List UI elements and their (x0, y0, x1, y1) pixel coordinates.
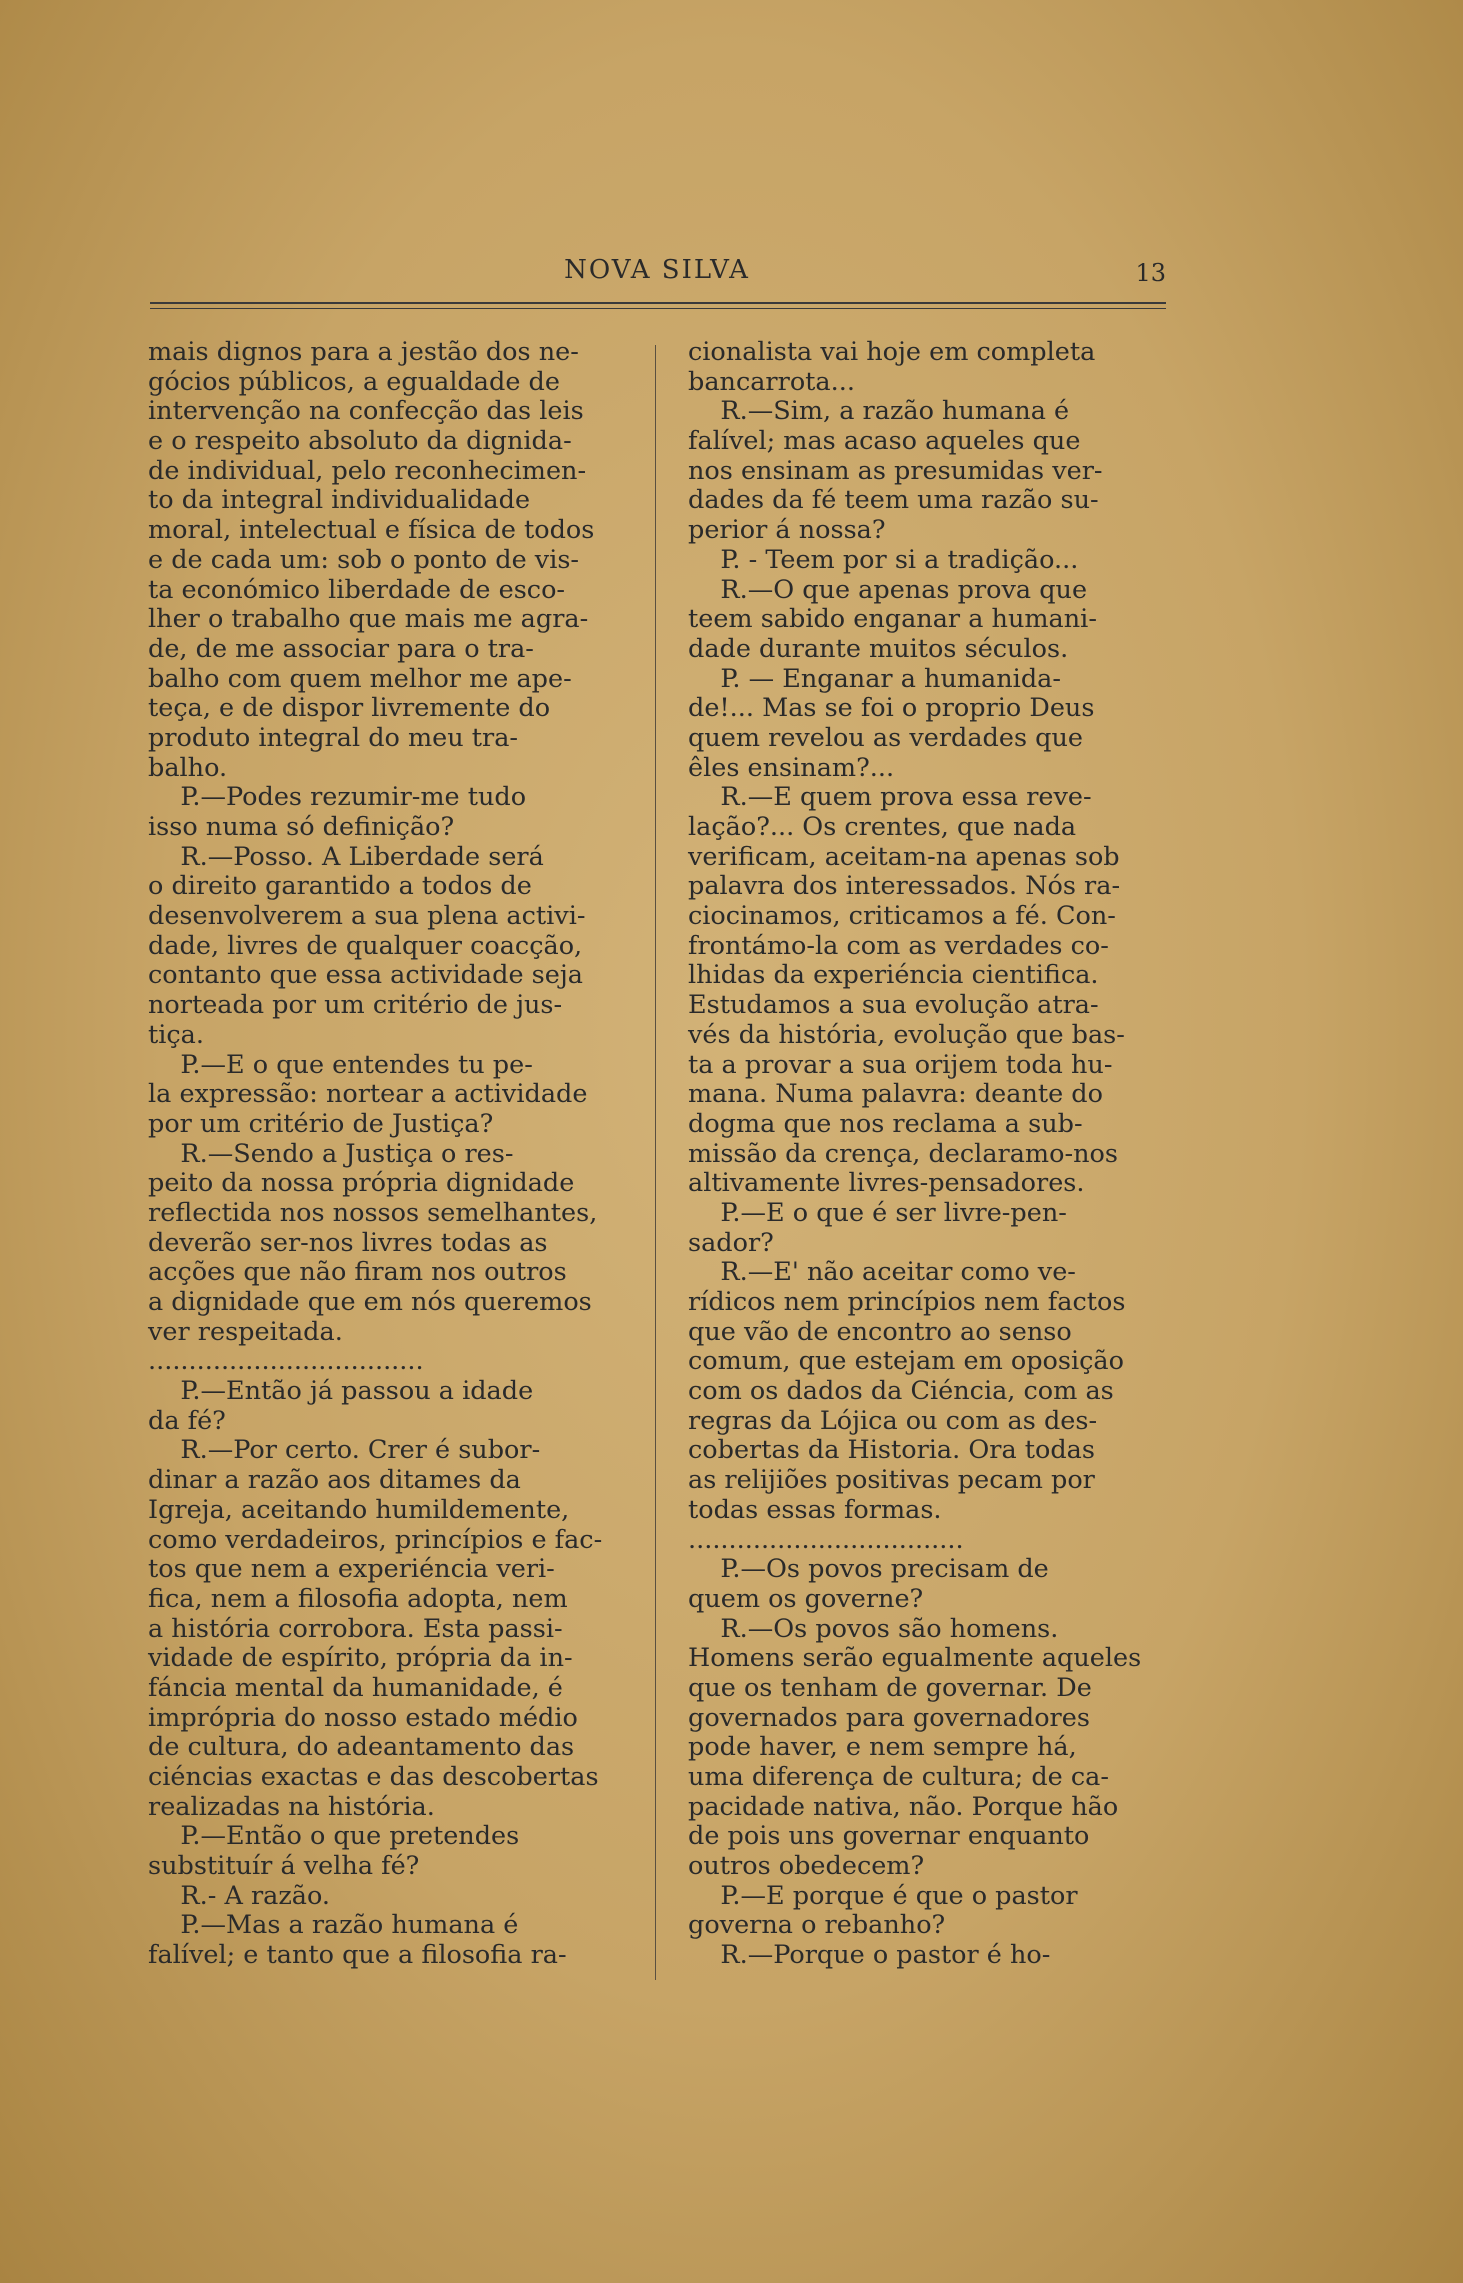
text-line: balho com quem melhor me ape- (148, 663, 572, 694)
text-line: moral, intelectual e física de todos (148, 515, 595, 546)
text-line: R.—Posso. A Liberdade será (148, 841, 544, 872)
text-line: intervenção na confecção das leis (148, 396, 584, 427)
text-line: lher o trabalho que mais me agra- (148, 604, 589, 635)
text-line: P.—Mas a razão humana é (148, 1910, 519, 1941)
text-line: acções que não firam nos outros (148, 1257, 567, 1288)
text-line: R.—Por certo. Crer é subor- (148, 1435, 541, 1466)
text-line: R.—Sim, a razão humana é (688, 396, 1070, 427)
text-line: P.—Então já passou a idade (148, 1376, 534, 1407)
text-line: como verdadeiros, princípios e fac- (148, 1524, 603, 1555)
text-line: ta económico liberdade de esco- (148, 574, 566, 605)
text-line: .................................. (148, 1346, 424, 1377)
text-line: pacidade nativa, não. Porque hão (688, 1791, 1119, 1822)
text-line: falível; mas acaso aqueles que (688, 426, 1081, 457)
text-line: R.—Porque o pastor é ho- (688, 1940, 1051, 1971)
text-line: balho. (148, 752, 228, 783)
page-header (148, 255, 1166, 295)
text-line: dogma que nos reclama a sub- (688, 1108, 1083, 1139)
text-line: missão da crença, declaramo-nos (688, 1138, 1118, 1169)
text-line: por um critério de Justiça? (148, 1108, 494, 1139)
text-line: de!... Mas se foi o proprio Deus (688, 693, 1095, 724)
text-line: nos ensinam as presumidas ver- (688, 455, 1103, 486)
text-line: comum, que estejam em oposição (688, 1346, 1124, 1377)
text-line: dade durante muitos séculos. (688, 633, 1069, 664)
text-line: R.—O que apenas prova que (688, 574, 1088, 605)
text-line: cionalista vai hoje em completa (688, 337, 1096, 367)
text-line: teça, e de dispor livremente do (148, 693, 551, 724)
text-line: com os dados da Ciéncia, com as (688, 1376, 1114, 1407)
text-line: a dignidade que em nós queremos (148, 1287, 592, 1317)
text-line: teem sabido enganar a humani- (688, 604, 1097, 635)
text-line: mana. Numa palavra: deante do (688, 1079, 1103, 1110)
text-line: R.—Sendo a Justiça o res- (148, 1138, 514, 1169)
text-line: R.—Os povos são homens. (688, 1613, 1059, 1644)
text-line: cobertas da Historia. Ora todas (688, 1435, 1095, 1466)
page-number: 13 (1135, 259, 1166, 287)
text-line: realizadas na história. (148, 1791, 435, 1822)
text-line: Igreja, aceitando humildemente, (148, 1494, 570, 1525)
text-line: lhidas da experiéncia cientifica. (688, 960, 1099, 991)
text-line: e o respeito absoluto da dignida- (148, 426, 572, 457)
text-line: P. — Enganar a humanida- (688, 663, 1061, 694)
text-line: R.- A razão. (148, 1880, 331, 1911)
text-line: la expressão: nortear a actividade (148, 1079, 588, 1110)
text-line: isso numa só definição? (148, 812, 455, 842)
text-line: Homens serão egualmente aqueles (688, 1643, 1142, 1674)
text-line: lação?... Os crentes, que nada (688, 812, 1077, 842)
text-line: imprópria do nosso estado médio (148, 1702, 578, 1733)
text-line: que vão de encontro ao senso (688, 1316, 1072, 1347)
text-line: bancarrota... (688, 366, 855, 397)
text-line: dinar a razão aos ditames da (148, 1465, 521, 1496)
text-line: perior á nossa? (688, 515, 886, 546)
text-line: uma diferença de cultura; de ca- (688, 1762, 1109, 1792)
text-line: verificam, aceitam-na apenas sob (688, 841, 1120, 872)
text-line: ver respeitada. (148, 1316, 343, 1347)
text-line: ciéncias exactas e das descobertas (148, 1762, 599, 1792)
text-line: P.—Então o que pretendes (148, 1821, 520, 1852)
text-line: pode haver, e nem sempre há, (688, 1732, 1077, 1763)
left-column (148, 338, 624, 1971)
text-line: as relijiões positivas pecam por (688, 1465, 1095, 1496)
text-line: mais dignos para a jestão dos ne- (148, 337, 579, 367)
text-line: regras da Lójica ou com as des- (688, 1405, 1098, 1436)
text-line: produto integral do meu tra- (148, 722, 519, 753)
text-line: governados para governadores (688, 1702, 1090, 1733)
text-line: vés da história, evolução que bas- (688, 1019, 1125, 1050)
text-line: de cultura, do adeantamento das (148, 1732, 575, 1763)
text-line: substituír á velha fé? (148, 1851, 420, 1882)
text-line: vidade de espírito, própria da in- (148, 1643, 573, 1674)
text-line: tiça. (148, 1019, 204, 1050)
text-line: outros obedecem? (688, 1851, 925, 1882)
text-line: altivamente livres-pensadores. (688, 1168, 1085, 1199)
text-line: fica, nem a filosofia adopta, nem (148, 1583, 568, 1614)
text-line: dades da fé teem uma razão su- (688, 485, 1099, 516)
text-line: quem revelou as verdades que (688, 722, 1083, 753)
header-rule (150, 302, 1166, 309)
text-line: êles ensinam?... (688, 752, 895, 783)
text-line: todas essas formas. (688, 1494, 942, 1525)
text-line: dade, livres de qualquer coacção, (148, 930, 583, 961)
text-line: a história corrobora. Esta passi- (148, 1613, 563, 1644)
text-line: sador? (688, 1227, 774, 1258)
text-line: de pois uns governar enquanto (688, 1821, 1090, 1852)
text-line: R.—E' não aceitar como ve- (688, 1257, 1076, 1288)
text-line: falível; e tanto que a filosofia ra- (148, 1940, 567, 1971)
text-line: governa o rebanho? (688, 1910, 946, 1941)
running-title: NOVA SILVA (564, 255, 750, 285)
text-line: o direito garantido a todos de (148, 871, 532, 902)
text-line: ciocinamos, criticamos a fé. Con- (688, 901, 1116, 932)
text-line: de, de me associar para o tra- (148, 633, 534, 664)
text-line: rídicos nem princípios nem factos (688, 1287, 1126, 1317)
text-line: de individual, pelo reconhecimen- (148, 455, 587, 486)
text-line: que os tenham de governar. De (688, 1672, 1092, 1703)
text-line: R.—E quem prova essa reve- (688, 782, 1092, 813)
text-line: e de cada um: sob o ponto de vis- (148, 544, 580, 575)
text-line: palavra dos interessados. Nós ra- (688, 871, 1121, 902)
text-line: P.—Os povos precisam de (688, 1554, 1049, 1585)
text-line: peito da nossa própria dignidade (148, 1168, 575, 1199)
text-line: desenvolverem a sua plena activi- (148, 901, 586, 932)
text-line: deverão ser-nos livres todas as (148, 1227, 548, 1258)
column-divider (655, 345, 656, 1980)
text-line: contanto que essa actividade seja (148, 960, 583, 991)
text-line: Estudamos a sua evolução atra- (688, 990, 1099, 1021)
text-line: norteada por um critério de jus- (148, 990, 563, 1021)
text-line: P.—Podes rezumir-me tudo (148, 782, 527, 813)
text-line: .................................. (688, 1524, 964, 1555)
text-line: reflectida nos nossos semelhantes, (148, 1197, 598, 1228)
text-line: fáncia mental da humanidade, é (148, 1672, 563, 1703)
text-line: P. - Teem por si a tradição... (688, 544, 1079, 575)
text-line: frontámo-la com as verdades co- (688, 930, 1109, 961)
text-line: quem os governe? (688, 1583, 924, 1614)
text-line: da fé? (148, 1405, 226, 1436)
right-column (688, 338, 1166, 1971)
text-line: P.—E o que entendes tu pe- (148, 1049, 533, 1080)
text-line: P.—E porque é que o pastor (688, 1880, 1078, 1911)
text-line: tos que nem a experiéncia veri- (148, 1554, 555, 1585)
text-line: P.—E o que é ser livre-pen- (688, 1197, 1067, 1228)
text-line: to da integral individualidade (148, 485, 531, 516)
text-line: ta a provar a sua orijem toda hu- (688, 1049, 1113, 1080)
text-line: gócios públicos, a egualdade de (148, 366, 560, 397)
